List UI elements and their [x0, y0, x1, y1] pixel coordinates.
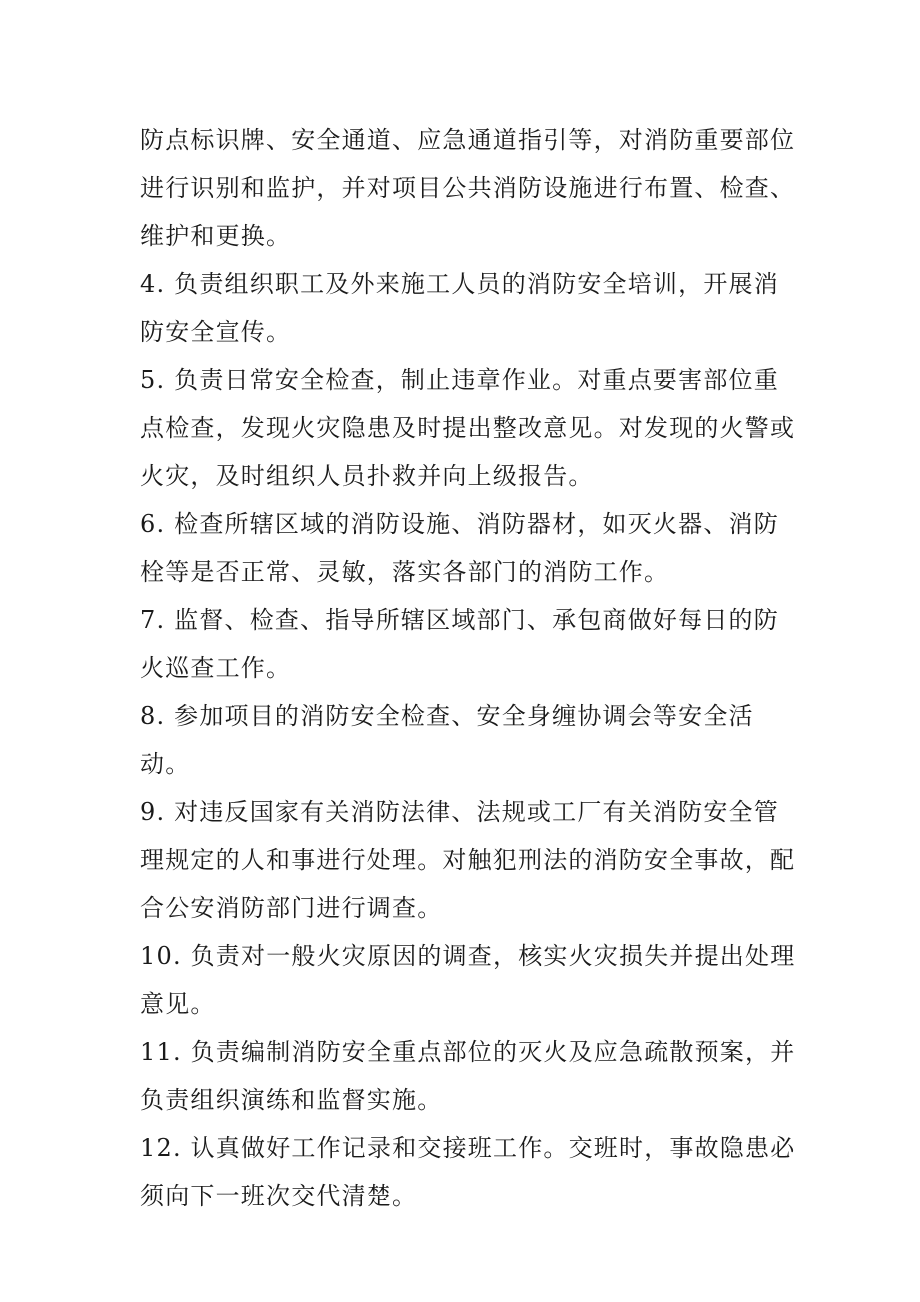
paragraph-item-7: 7. 监督、检查、指导所辖区域部门、承包商做好每日的防火巡查工作。: [140, 606, 779, 682]
paragraph-item-4: 4. 负责组织职工及外来施工人员的消防安全培训，开展消防安全宣传。: [140, 270, 779, 346]
paragraph-item-10: 10. 负责对一般火灾原因的调查，核实火灾损失并提出处理意见。: [140, 942, 796, 1018]
paragraph-continuation: 防点标识牌、安全通道、应急通道指引等，对消防重要部位进行识别和监护，并对项目公共消防设施进行布置、检查、维护和更换。: [140, 126, 796, 250]
paragraph-item-12: 12. 认真做好工作记录和交接班工作。交班时，事故隐患必须向下一班次交代清楚。: [140, 1134, 796, 1210]
paragraph-item-5: 5. 负责日常安全检查，制止违章作业。对重点要害部位重点检查，发现火灾隐患及时提出整改意见。对发现的火警或火灾，及时组织人员扑救并向上级报告。: [140, 366, 796, 490]
paragraph-item-9: 9. 对违反国家有关消防法律、法规或工厂有关消防安全管理规定的人和事进行处理。对触犯刑法的消防安全事故，配合公安消防部门进行调查。: [140, 798, 796, 922]
document-page: [140, 116, 800, 1220]
paragraph-item-6: 6. 检查所辖区域的消防设施、消防器材，如灭火器、消防栓等是否正常、灵敏，落实各部门的消防工作。: [140, 510, 779, 586]
paragraph-item-11: 11. 负责编制消防安全重点部位的灭火及应急疏散预案，并负责组织演练和监督实施。: [140, 1038, 796, 1114]
paragraph-item-8: 8. 参加项目的消防安全检查、安全身缠协调会等安全活动。: [140, 702, 754, 778]
